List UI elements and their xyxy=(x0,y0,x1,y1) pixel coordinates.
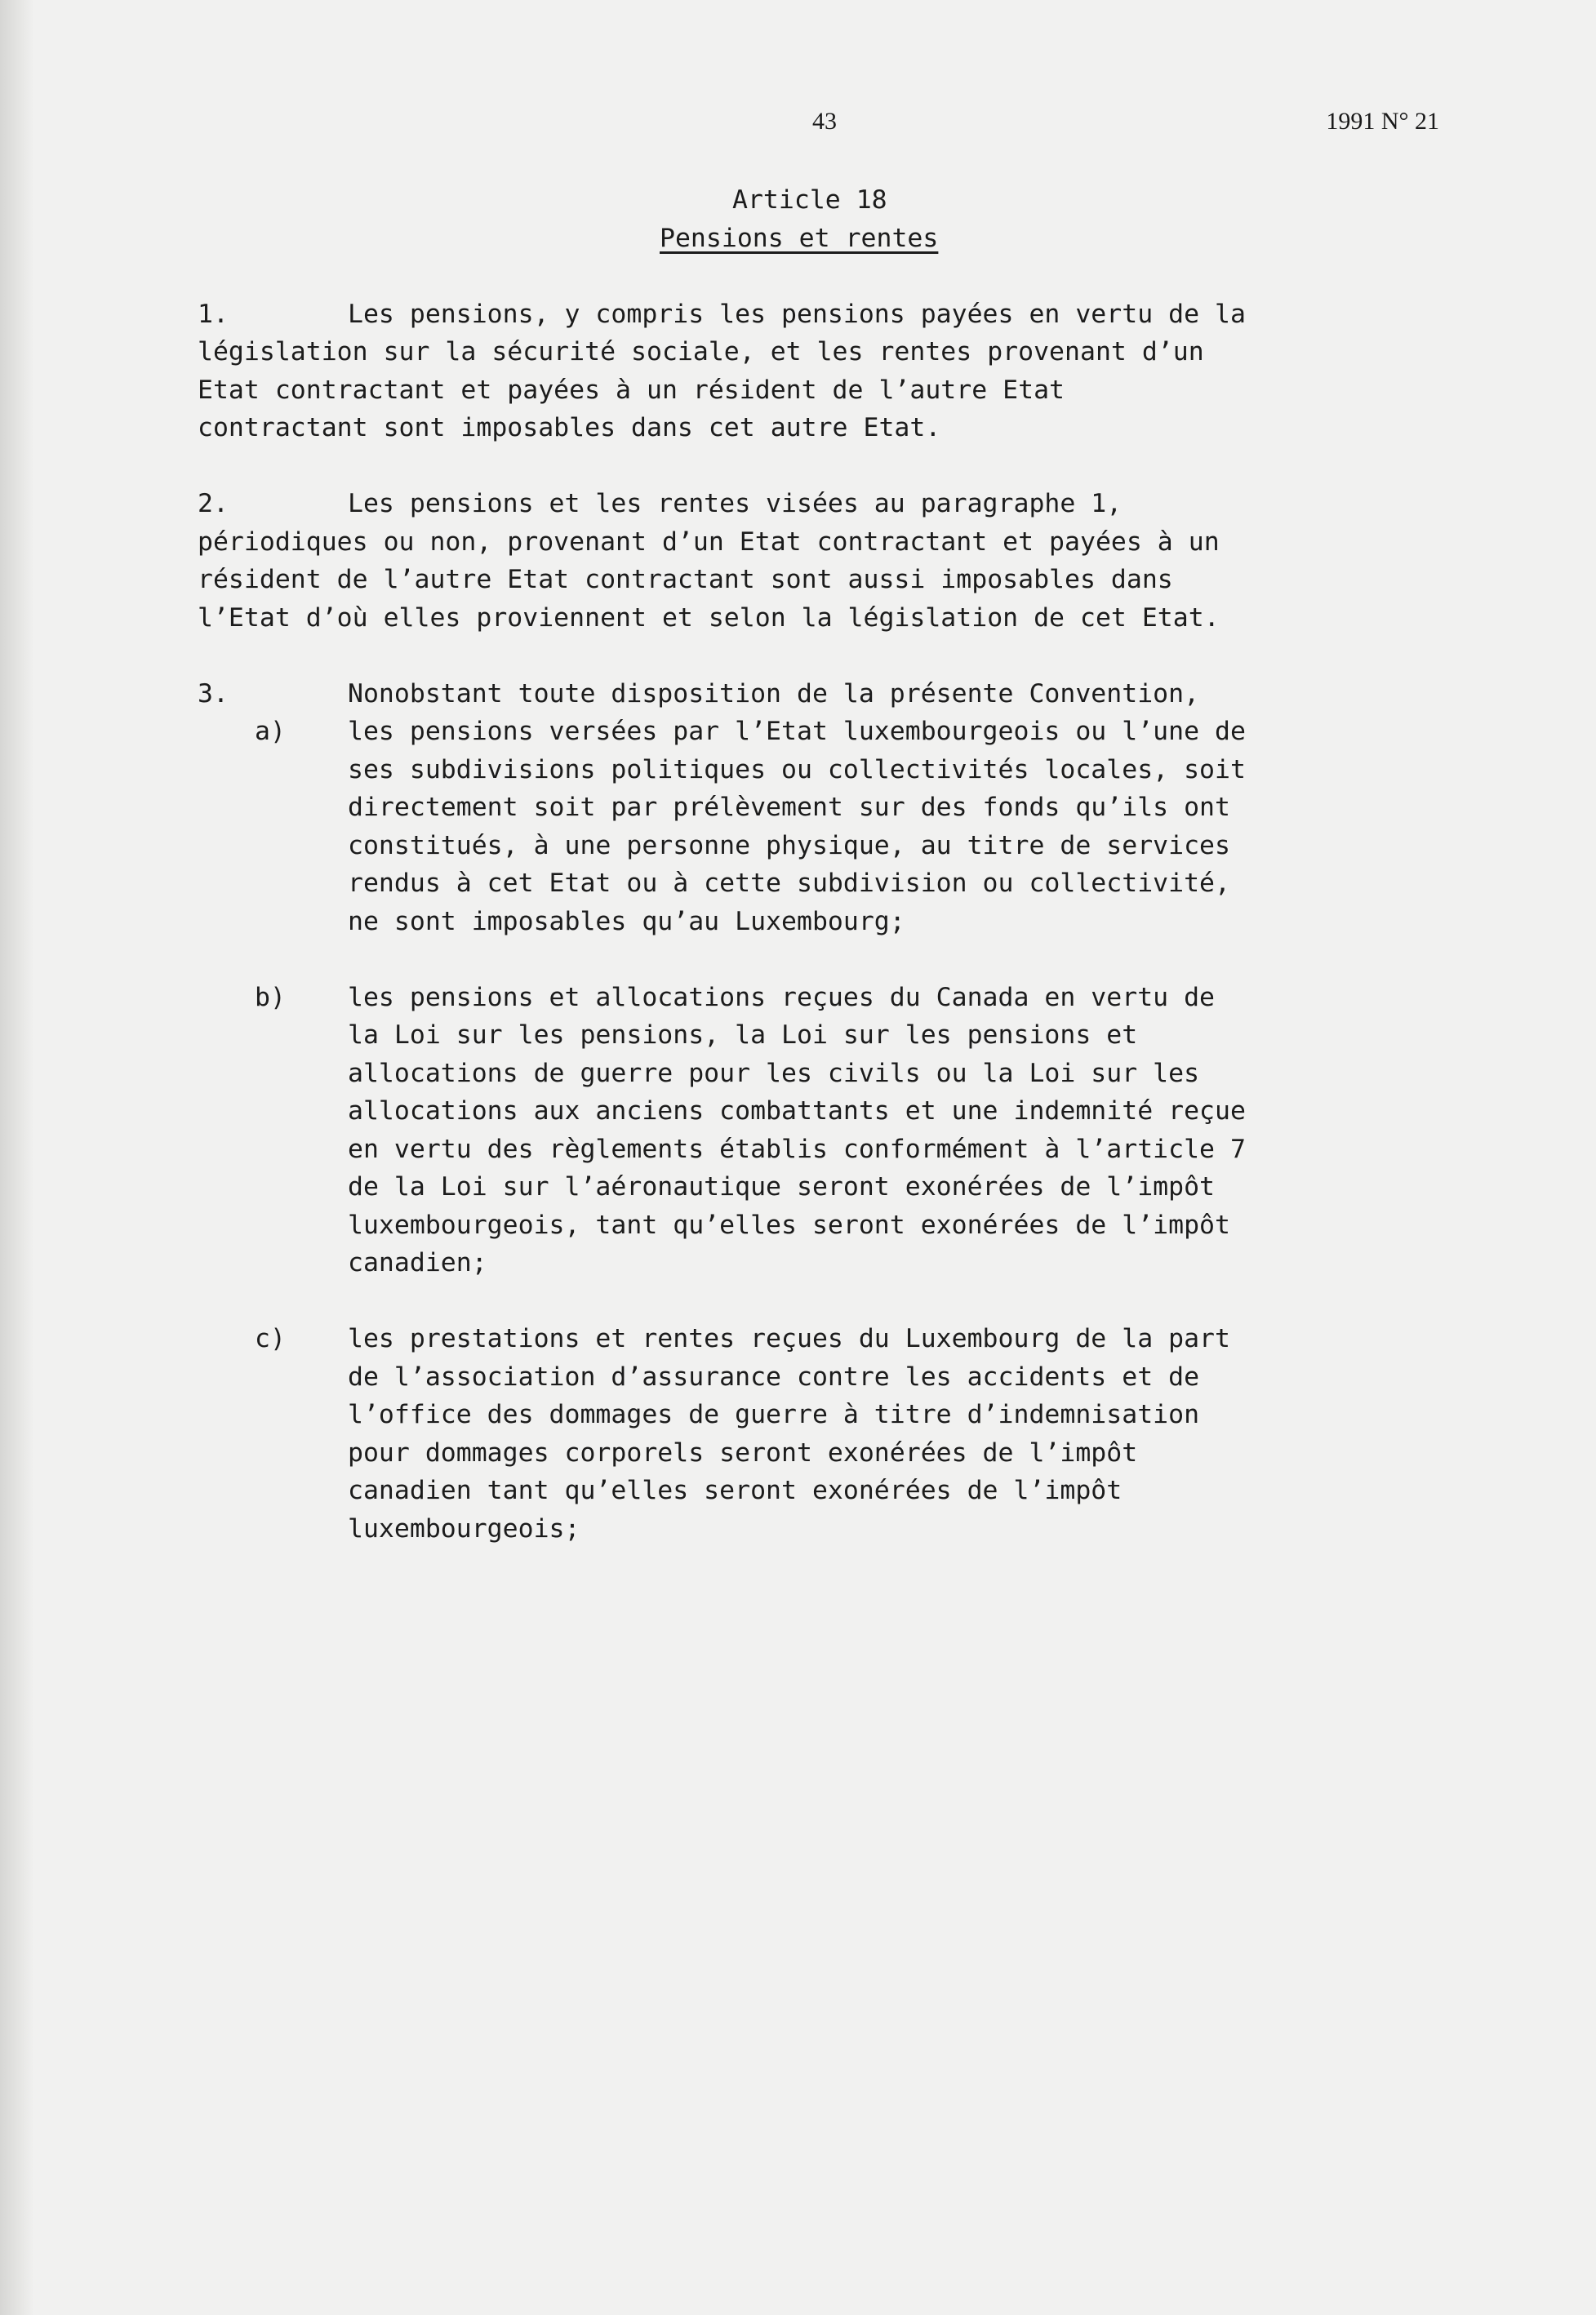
subparagraph-line: pour dommages corporels seront exonérées de l’impôt xyxy=(348,1437,1138,1468)
subparagraph-label: c) xyxy=(255,1324,286,1353)
subparagraph-line: les pensions versées par l’Etat luxembourgeois ou l’une de xyxy=(348,717,1246,746)
subparagraph-line: de la Loi sur l’aéronautique seront exonérées de l’impôt xyxy=(348,1172,1216,1202)
subparagraph-line: allocations aux anciens combattants et une indemnité reçue xyxy=(348,1096,1246,1126)
article-subtitle: Pensions et rentes xyxy=(660,223,939,253)
subparagraph-b xyxy=(255,979,1438,1282)
subparagraph-line: l’office des dommages de guerre à titre d’indemnisation xyxy=(348,1400,1200,1429)
subparagraph-line: la Loi sur les pensions, la Loi sur les pensions et xyxy=(348,1020,1138,1050)
paragraph-3 xyxy=(198,675,1438,713)
article-title: Article 18 xyxy=(732,185,887,215)
page-header xyxy=(0,108,1596,140)
paragraph-line: Etat contractant et payées à un résident de l’autre Etat xyxy=(198,375,1065,405)
subparagraph-line: ne sont imposables qu’au Luxembourg; xyxy=(348,906,905,936)
subparagraph-line: luxembourgeois; xyxy=(348,1513,580,1544)
paragraph-number: 2. xyxy=(198,489,229,518)
subparagraph-line: les pensions et allocations reçues du Canada en vertu de xyxy=(348,982,1216,1012)
paragraph-2 xyxy=(198,485,1438,637)
paragraph-line: Nonobstant toute disposition de la présente Convention, xyxy=(348,678,1200,709)
subparagraph-line: les prestations et rentes reçues du Luxembourg de la part xyxy=(348,1324,1230,1353)
subparagraph-line: ses subdivisions politiques ou collectivités locales, soit xyxy=(348,754,1246,784)
document-reference: 1991 N° 21 xyxy=(1326,108,1439,135)
subparagraph-line: rendus à cet Etat ou à cette subdivision ou collectivité, xyxy=(348,869,1230,898)
paragraph-1 xyxy=(198,295,1438,447)
paragraph-number: 3. xyxy=(198,678,229,709)
document-body xyxy=(198,181,1438,1548)
subparagraph-label: b) xyxy=(255,982,286,1012)
page-binding-edge xyxy=(0,0,34,2315)
paragraph-line: contractant sont imposables dans cet autre Etat. xyxy=(198,413,941,442)
subparagraph-c xyxy=(255,1320,1438,1548)
paragraph-line: périodiques ou non, provenant d’un Etat contractant et payées à un xyxy=(198,527,1220,557)
page-number: 43 xyxy=(812,108,837,135)
subparagraph-line: canadien tant qu’elles seront exonérées de l’impôt xyxy=(348,1476,1123,1505)
paragraph-line: législation sur la sécurité sociale, et les rentes provenant d’un xyxy=(198,337,1204,367)
subparagraph-line: luxembourgeois, tant qu’elles seront exonérées de l’impôt xyxy=(348,1210,1230,1240)
subparagraph-line: constitués, à une personne physique, au titre de services xyxy=(348,830,1230,860)
subparagraph-a xyxy=(255,713,1438,940)
subparagraph-line: de l’association d’assurance contre les accidents et de xyxy=(348,1362,1200,1392)
subparagraph-line: allocations de guerre pour les civils ou la Loi sur les xyxy=(348,1058,1200,1088)
paragraph-line: l’Etat d’où elles proviennent et selon la législation de cet Etat. xyxy=(198,602,1220,633)
paragraph-line: Les pensions et les rentes visées au paragraphe 1, xyxy=(348,489,1123,518)
subparagraph-line: directement soit par prélèvement sur des fonds qu’ils ont xyxy=(348,793,1230,822)
paragraph-number: 1. xyxy=(198,299,229,329)
subparagraph-line: en vertu des règlements établis conformément à l’article 7 xyxy=(348,1134,1246,1164)
subparagraph-line: canadien; xyxy=(348,1248,487,1277)
subparagraph-label: a) xyxy=(255,717,286,746)
paragraph-line: Les pensions, y compris les pensions payées en vertu de la xyxy=(348,299,1246,329)
paragraph-line: résident de l’autre Etat contractant sont aussi imposables dans xyxy=(198,565,1173,594)
